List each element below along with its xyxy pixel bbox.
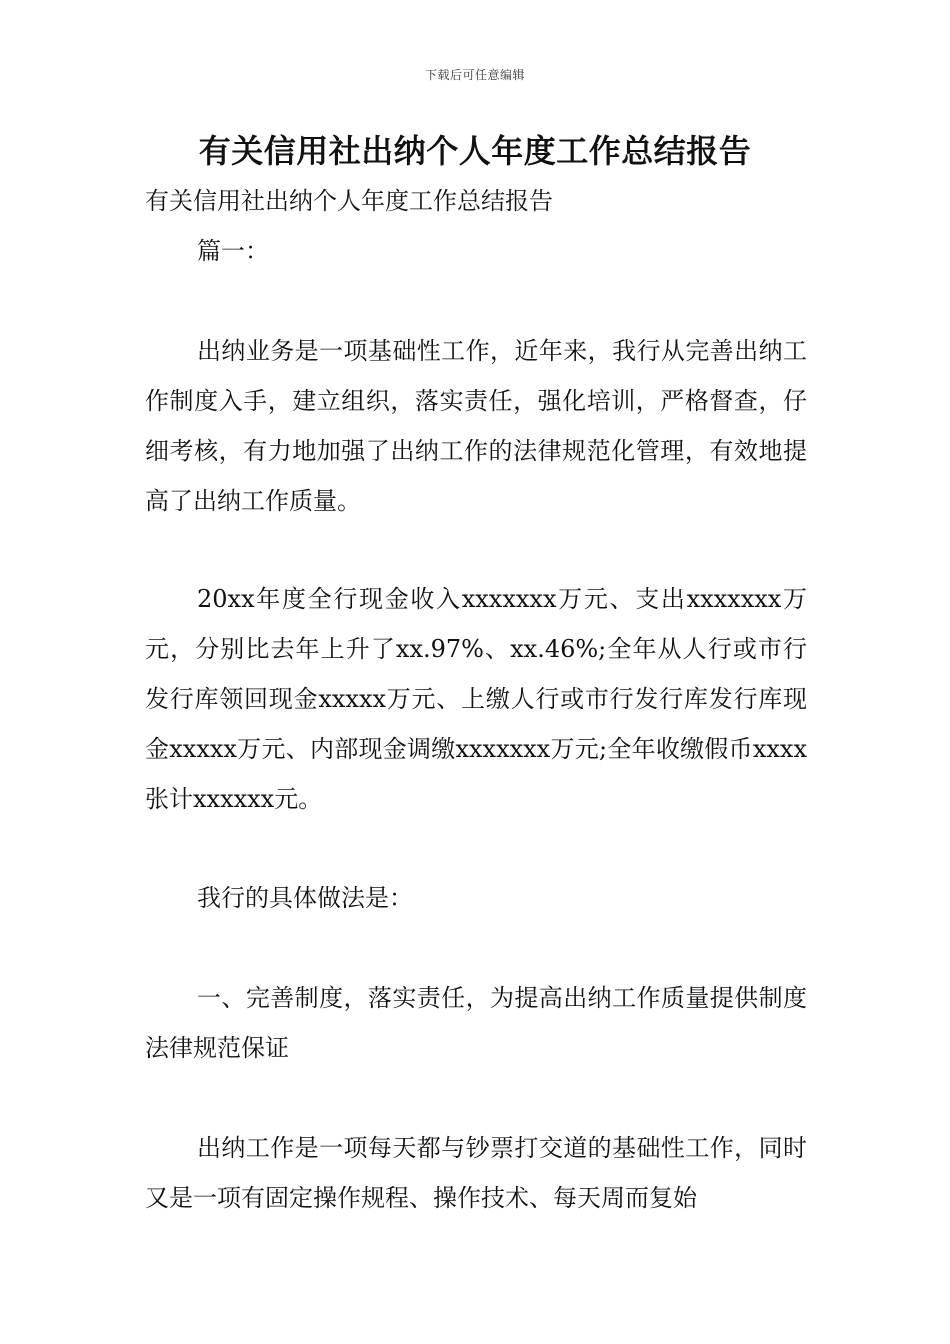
paragraph-intro: 出纳业务是一项基础性工作，近年来，我行从完善出纳工作制度入手，建立组织，落实责任，强化培训，严格督查，仔细考核，有力地加强了出纳工作的法律规范化管理，有效地提高了出纳工作质量。: [145, 337, 807, 515]
document-subtitle: 有关信用社出纳个人年度工作总结报告: [145, 187, 553, 215]
section-heading-1: 一、完善制度，落实责任，为提高出纳工作质量提供制度法律规范保证: [145, 984, 807, 1062]
header-note: 下载后可任意编辑: [424, 68, 525, 82]
section-label: 篇一：: [197, 237, 269, 265]
paragraph-statistics: 20xx年度全行现金收入xxxxxxx万元、支出xxxxxxx万元，分别比去年上升了xx.97%、xx.46%;全年从人行或市行发行库领回现金xxxxx万元、上缴人行或市行发行库发行库现金xxxxx万元、内部现金调缴xxxxxxx万元;全年收缴假币xxxx张计xxxxxx元。: [145, 585, 807, 813]
paragraph-cashier-work: 出纳工作是一项每天都与钞票打交道的基础性工作，同时又是一项有固定操作规程、操作技术、每天周而复始: [145, 1134, 807, 1212]
page-title: 有关信用社出纳个人年度工作总结报告: [198, 132, 752, 170]
paragraph-methods-lead: 我行的具体做法是：: [197, 884, 413, 912]
